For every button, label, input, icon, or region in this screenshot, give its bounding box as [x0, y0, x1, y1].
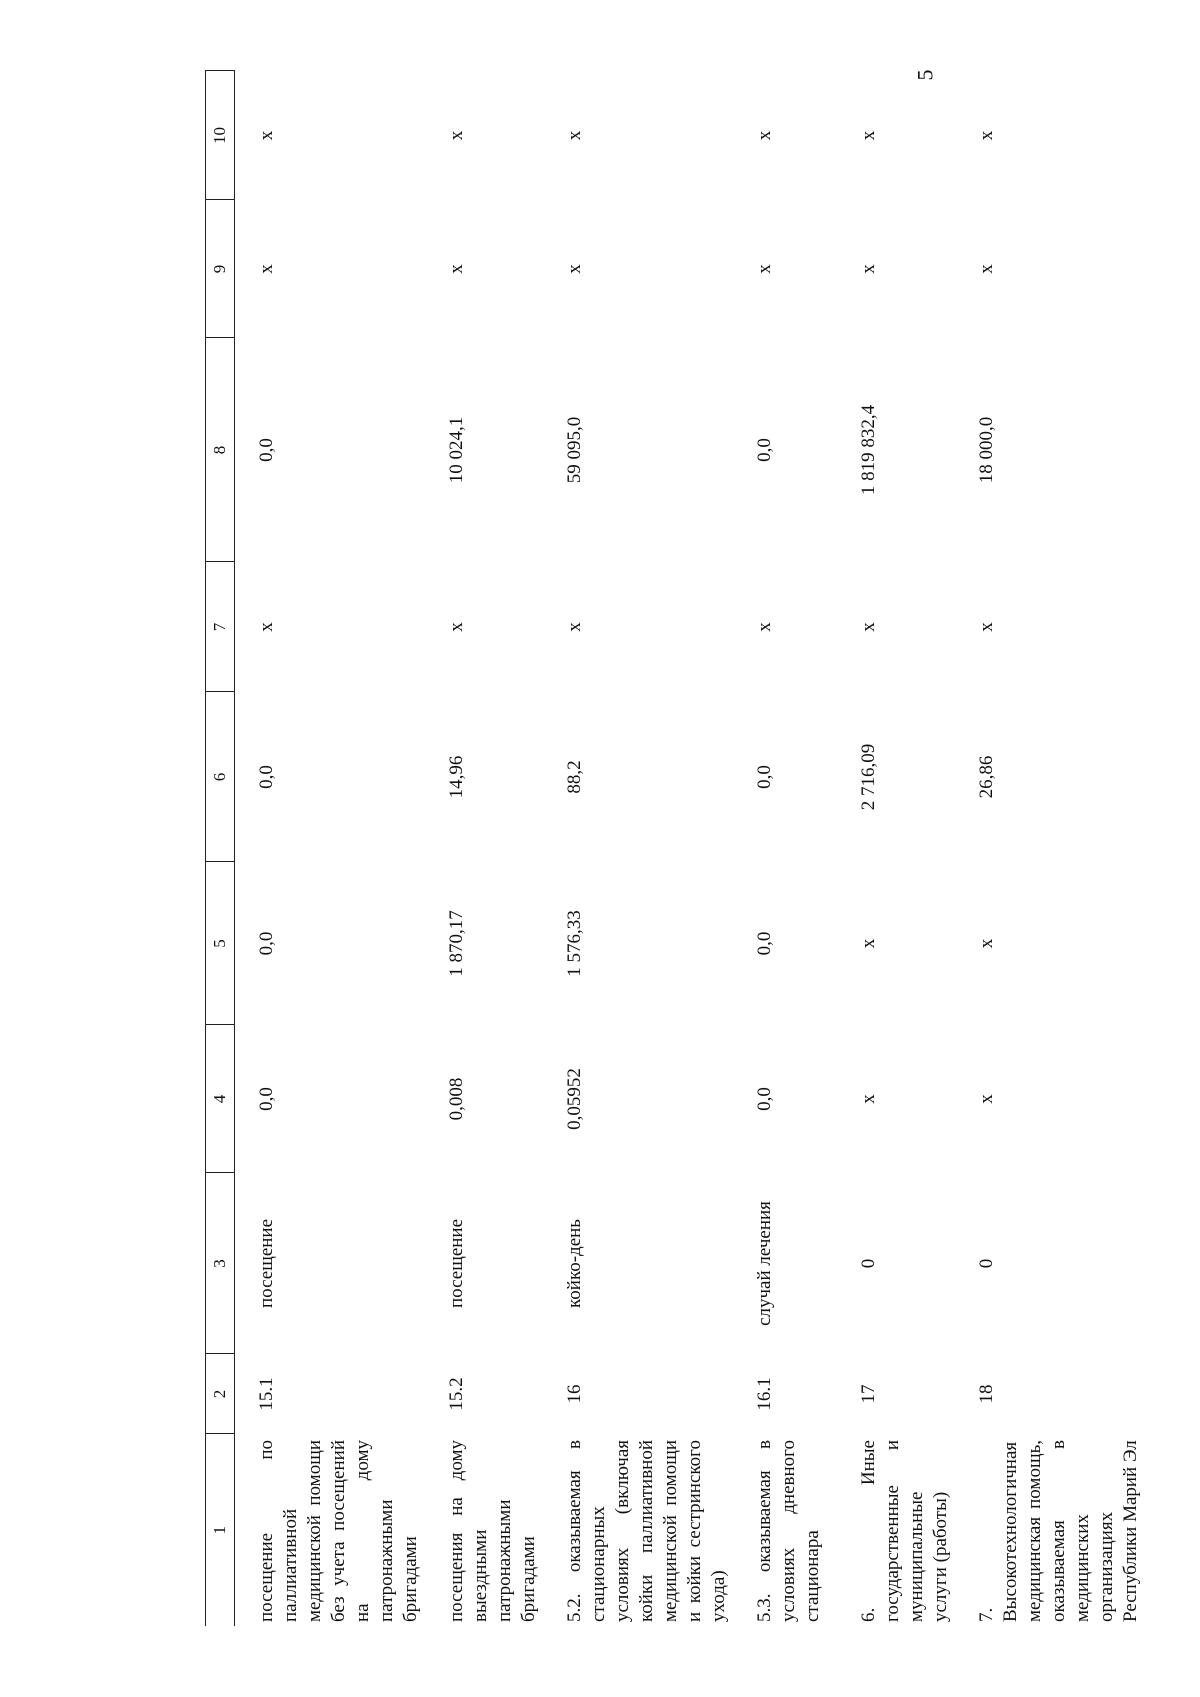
value-cell: 26,86 — [976, 755, 997, 799]
unit-cell: посещение — [446, 1218, 467, 1309]
value-cell: х — [256, 622, 277, 632]
value-cell: х — [858, 938, 879, 949]
value-cell: х — [256, 130, 277, 141]
value-cell: х — [564, 264, 585, 274]
column-header: 1 — [206, 1434, 235, 1626]
value-cell: х — [446, 622, 467, 632]
value-cell: 1 819 832,4 — [858, 404, 879, 496]
unit-cell: посещение — [256, 1218, 277, 1309]
table-row — [431, 71, 549, 1626]
row-name: 7. Высокотехнологичная медицинская помощь, оказываемая в медицинских организациях Республики Марий Эл — [976, 1440, 1141, 1622]
rotated-table-container — [205, 71, 1141, 1626]
value-cell: 2 716,09 — [858, 743, 879, 811]
page-number: 5 — [912, 69, 938, 81]
value-cell: х — [976, 938, 997, 949]
value-cell: х — [976, 622, 997, 632]
value-cell: 18 000,0 — [976, 416, 997, 484]
row-number: 16.1 — [754, 1377, 775, 1411]
value-cell: х — [858, 1094, 879, 1104]
table-row — [549, 71, 739, 1626]
row-number: 16 — [564, 1384, 585, 1404]
value-cell: 0,0 — [256, 1087, 277, 1111]
column-header: 4 — [206, 1025, 235, 1173]
value-cell: 0,0 — [754, 1087, 775, 1111]
value-cell: х — [858, 130, 879, 141]
unit-cell: случай лечения — [754, 1201, 775, 1326]
column-header: 8 — [206, 338, 235, 562]
row-number: 15.1 — [256, 1377, 277, 1411]
row-name: посещение по паллиативной медицинской помощи без учета посещений на дому патронажными бригадами — [256, 1440, 421, 1622]
value-cell: х — [858, 622, 879, 632]
value-cell: х — [976, 1094, 997, 1104]
column-header: 9 — [206, 200, 235, 338]
value-cell: х — [858, 264, 879, 274]
value-cell: 0,0 — [256, 931, 277, 956]
value-cell: х — [564, 622, 585, 632]
value-cell: х — [754, 130, 775, 141]
table-row — [235, 71, 432, 1626]
table-row — [739, 71, 843, 1626]
column-header: 10 — [206, 71, 235, 200]
row-name: 5.2. оказываемая в стационарных условиях (включая койки паллиативной медицинской помощи и койки сестринского ухода) — [564, 1440, 729, 1622]
value-cell: 1 576,33 — [564, 910, 585, 977]
row-number: 17 — [858, 1384, 879, 1404]
unit-cell: 0 — [858, 1258, 879, 1269]
value-cell: х — [256, 264, 277, 274]
row-name: 5.3. оказываемая в условиях дневного стационара — [754, 1440, 823, 1622]
row-number: 18 — [976, 1384, 997, 1404]
header-row — [206, 71, 235, 1626]
value-cell: х — [976, 130, 997, 141]
value-cell: 59 095,0 — [564, 416, 585, 484]
table-row — [961, 71, 1151, 1626]
value-cell: 0,0 — [256, 438, 277, 462]
row-number: 15.2 — [446, 1377, 467, 1411]
row-name: посещения на дому выездными патронажными бригадами — [446, 1440, 539, 1622]
value-cell: 88,2 — [564, 760, 585, 794]
value-cell: х — [446, 264, 467, 274]
value-cell: 1 870,17 — [446, 910, 467, 977]
value-cell: х — [564, 130, 585, 141]
column-header: 6 — [206, 692, 235, 862]
column-header: 3 — [206, 1173, 235, 1354]
unit-cell: койко-день — [564, 1219, 585, 1308]
value-cell: 0,0 — [754, 931, 775, 956]
column-header: 2 — [206, 1354, 235, 1434]
column-header: 5 — [206, 862, 235, 1025]
value-cell: 10 024,1 — [446, 416, 467, 484]
table-row — [843, 71, 961, 1626]
value-cell: х — [754, 264, 775, 274]
value-cell: х — [976, 264, 997, 274]
column-header: 7 — [206, 562, 235, 692]
value-cell: х — [754, 622, 775, 632]
value-cell: 0,05952 — [564, 1068, 585, 1130]
value-cell: 14,96 — [446, 755, 467, 799]
row-name: 6. Иные государственные и муниципальные услуги (работы) — [858, 1440, 951, 1622]
value-cell: 0,0 — [754, 438, 775, 462]
data-table — [205, 71, 1151, 1627]
value-cell: 0,008 — [446, 1077, 467, 1121]
value-cell: х — [446, 130, 467, 141]
value-cell: 0,0 — [754, 765, 775, 789]
unit-cell: 0 — [976, 1258, 997, 1269]
value-cell: 0,0 — [256, 765, 277, 789]
